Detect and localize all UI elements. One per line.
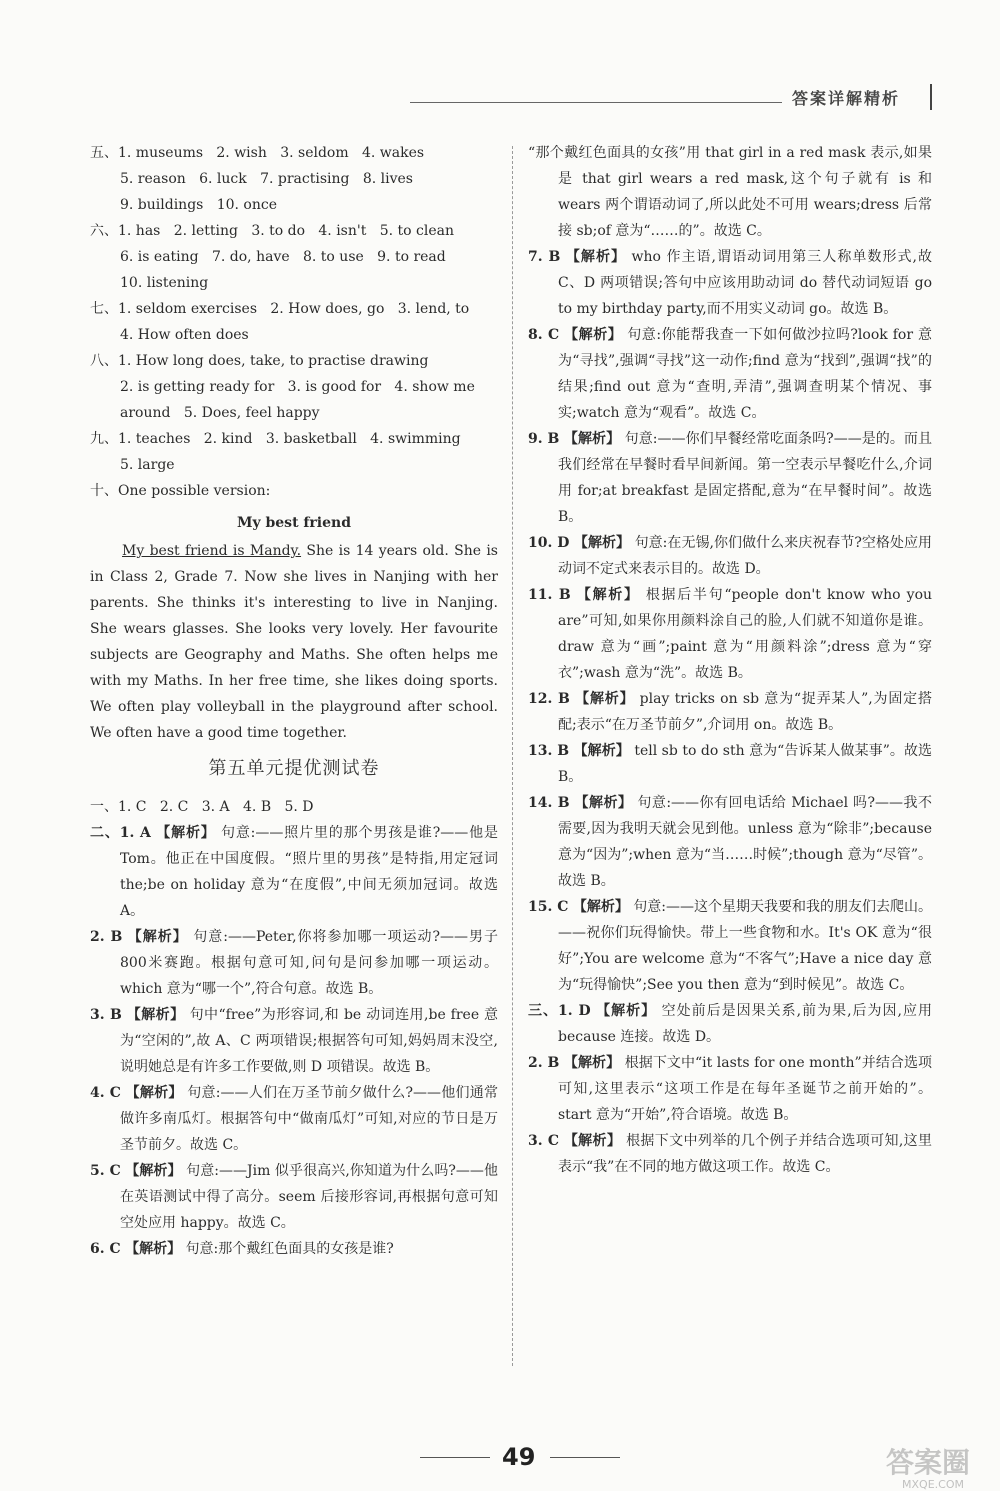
essay-title: My best friend xyxy=(236,515,352,531)
analysis-tag: 【解析】 xyxy=(156,825,216,841)
analysis-tag: 【解析】 xyxy=(563,1055,621,1071)
item-text: 句意:——你们早餐经常吃面条吗?——是的。而且我们经常在早餐时看早间新闻。第一空表示早餐吃什么,介词用 for;at breakfast 是固定搭配,意为“在早餐时间”。故选 B。 xyxy=(558,431,932,525)
item-number: 2. B xyxy=(528,1055,560,1071)
essay xyxy=(90,538,498,746)
footer-rule-left xyxy=(420,1457,490,1458)
item-number: 5. C xyxy=(90,1163,121,1179)
item-text: 句意:——人们在万圣节前夕做什么?——他们通常做许多南瓜灯。根据答句中“做南瓜灯”可知,对应的节日是万圣节前夕。故选 C。 xyxy=(120,1085,498,1153)
header-rule xyxy=(410,102,782,103)
item-text: 句意:——Jim 似乎很高兴,你知道为什么吗?——他在英语测试中得了高分。seem 后接形容词,再根据句意可知空处应用 happy。故选 C。 xyxy=(120,1163,499,1231)
item-text: who 作主语,谓语动词用第三人称单数形式,故 C、D 两项错误;答句中应该用助动词 do 替代动词短语 go to my birthday party,而不用实义动词 go。故选 B。 xyxy=(558,249,933,317)
explanation-item xyxy=(90,1080,498,1158)
item-text: 句意:那个戴红色面具的女孩是谁? xyxy=(185,1241,394,1257)
explanation-item xyxy=(528,244,932,322)
analysis-tag: 【解析】 xyxy=(563,431,621,447)
explanation-item xyxy=(528,582,932,686)
answer-line: 6. is eating 7. do, have 8. to use 9. to read xyxy=(120,249,446,265)
analysis-tag: 【解析】 xyxy=(125,1163,182,1179)
item-number: 3. C xyxy=(528,1133,559,1149)
item-text: 句意:——Peter,你将参加哪一项运动?——男子800米赛跑。根据句意可知,问句是问参加哪一项运动。which 意为“哪一个”,符合句意。故选 B。 xyxy=(120,929,499,997)
column-divider xyxy=(512,146,513,1366)
page-header xyxy=(410,84,940,114)
analysis-tag: 【解析】 xyxy=(573,535,631,551)
explanation-item xyxy=(528,738,932,790)
section-one-answers: 一、1. C 2. C 3. A 4. B 5. D xyxy=(90,799,314,815)
explanation-item xyxy=(90,1002,498,1080)
explanation-item xyxy=(90,924,498,1002)
item-number: 8. C xyxy=(528,327,560,343)
explanation-item xyxy=(528,1050,932,1128)
explanation-item xyxy=(528,998,932,1050)
answer-line: 4. How often does xyxy=(120,327,249,343)
watermark-url: MXQE.COM xyxy=(902,1478,964,1491)
item-number: 7. B xyxy=(528,249,561,265)
item-text: 句意:——你有回电话给 Michael 吗?——我不需要,因为我明天就会见到他。unless 意为“除非”;because 意为“因为”;when 意为“当……时候”;though 意为“尽管”。故选 B。 xyxy=(558,795,933,889)
header-bracket xyxy=(930,84,932,110)
analysis-tag: 【解析】 xyxy=(574,795,633,811)
explanation-item xyxy=(528,686,932,738)
answer-line: 十、One possible version: xyxy=(90,483,271,499)
item-number: 三、1. D xyxy=(528,1003,591,1019)
explanation-item xyxy=(528,140,932,244)
item-number: 13. B xyxy=(528,743,570,759)
explanation-item xyxy=(90,1236,498,1262)
item-text: play tricks on sb 意为“捉弄某人”,为固定搭配;表示“在万圣节前夕”,介词用 on。故选 B。 xyxy=(558,691,932,733)
explanation-item xyxy=(528,1128,932,1180)
analysis-tag: 【解析】 xyxy=(575,691,635,707)
right-column xyxy=(528,140,932,1180)
analysis-tag: 【解析】 xyxy=(125,1241,182,1257)
item-number: 14. B xyxy=(528,795,570,811)
watermark-logo: 答案圈 xyxy=(885,1446,970,1479)
explanation-item xyxy=(90,820,498,924)
answer-line: 九、1. teaches 2. kind 3. basketball 4. swimming xyxy=(90,431,461,447)
item-number: 二、1. A xyxy=(90,825,151,841)
analysis-tag: 【解析】 xyxy=(564,327,623,343)
item-number: 4. C xyxy=(90,1085,121,1101)
page-number: 49 xyxy=(502,1443,536,1471)
item-text: 根据下文中列举的几个例子并结合选项可知,这里表示“我”在不同的地方做这项工作。故选 C。 xyxy=(558,1133,933,1175)
answer-line: 八、1. How long does, take, to practise drawing xyxy=(90,353,429,369)
analysis-tag: 【解析】 xyxy=(573,743,630,759)
answer-line: 五、1. museums 2. wish 3. seldom 4. wakes xyxy=(90,145,425,161)
item-number: 2. B xyxy=(90,929,123,945)
explanation-item xyxy=(528,426,932,530)
answer-lines xyxy=(90,140,498,504)
explanation-item xyxy=(528,894,932,998)
answer-line: 5. reason 6. luck 7. practising 8. lives xyxy=(120,171,413,187)
answer-line: 2. is getting ready for 3. is good for 4. show me xyxy=(120,379,475,395)
unit-title: 第五单元提优测试卷 xyxy=(208,758,380,779)
item-text: 空处前后是因果关系,前为果,后为因,应用 because 连接。故选 D。 xyxy=(558,1003,933,1045)
answer-line: 七、1. seldom exercises 2. How does, go 3. lend, to xyxy=(90,301,470,317)
item-number: 9. B xyxy=(528,431,560,447)
item-text: 根据下文中“it lasts for one month”并结合选项可知,这里表示“这项工作是在每年圣诞节之前开始的”。start 意为“开始”,符合语境。故选 B。 xyxy=(558,1055,933,1123)
item-text: 句中“free”为形容词,和 be 动词连用,be free 意为“空闲的”,故 A、C 两项错误;根据答句可知,妈妈周末没空,说明她总是有许多工作要做,则 D 项错误。故选 B。 xyxy=(120,1007,499,1075)
answer-line: 9. buildings 10. once xyxy=(120,197,277,213)
answer-line: 10. listening xyxy=(120,275,209,291)
explanation-item xyxy=(528,322,932,426)
essay-body: She is 14 years old. She is in Class 2, Grade 7. Now she lives in Nanjing with her parents. She thinks it's interesting to live in Nanjing. She wears glasses. She looks very lovely. Her favourite subjects are Geography and Maths. She often helps me with my Maths. In her free time, she likes doing sports. We often play volleyball in the playground after school. We often have a good time together. xyxy=(90,543,498,741)
analysis-tag: 【解析】 xyxy=(127,929,188,945)
analysis-tag: 【解析】 xyxy=(126,1007,185,1023)
analysis-tag: 【解析】 xyxy=(596,1003,657,1019)
explanation-item xyxy=(528,790,932,894)
item-text: tell sb to do sth 意为“告诉某人做某事”。故选 B。 xyxy=(558,743,932,785)
essay-first-sentence: My best friend is Mandy. xyxy=(122,543,302,559)
item-text: 根据后半句“people don't know who you are”可知,如果你用颜料涂自己的脸,人们就不知道你是谁。draw 意为“画”;paint 意为“用颜料涂”;dress 意为“穿衣”;wash 意为“洗”。故选 B。 xyxy=(558,587,933,681)
item-number: 12. B xyxy=(528,691,570,707)
analysis-tag: 【解析】 xyxy=(125,1085,183,1101)
item-number: 3. B xyxy=(90,1007,122,1023)
answer-line: around 5. Does, feel happy xyxy=(120,405,320,421)
item-number: 6. C xyxy=(90,1241,121,1257)
item-number: 11. B xyxy=(528,587,571,603)
item-number: 10. D xyxy=(528,535,570,551)
left-column xyxy=(90,140,498,1262)
footer-rule-right xyxy=(550,1457,620,1458)
header-title: 答案详解精析 xyxy=(792,89,901,108)
answer-line: 5. large xyxy=(120,457,175,473)
left-explanations xyxy=(90,820,498,1262)
explanation-item xyxy=(90,1158,498,1236)
item-text: “那个戴红色面具的女孩”用 that girl in a red mask 表示,如果是 that girl wears a red mask,这个句子就有 is 和 wears 两个谓语动词了,所以此处不可用 wears;dress 后常接 sb;of 意为“……的”。故选 C。 xyxy=(528,145,932,239)
right-explanations xyxy=(528,140,932,1180)
page-footer xyxy=(420,1443,620,1473)
analysis-tag: 【解析】 xyxy=(576,587,640,603)
item-text: 句意:你能帮我查一下如何做沙拉吗?look for 意为“寻找”,强调“寻找”这一动作;find 意为“找到”,强调“找”的结果;find out 意为“查明,弄清”,强调查明某个情况、事实;watch 意为“观看”。故选 C。 xyxy=(558,327,933,421)
item-text: 句意:在无锡,你们做什么来庆祝春节?空格处应用动词不定式来表示目的。故选 D。 xyxy=(558,535,933,577)
item-text: 句意:——这个星期天我要和我的朋友们去爬山。——祝你们玩得愉快。带上一些食物和水。It's OK 意为“很好”;You are welcome 意为“不客气”;Have a nice day 意为“玩得愉快”;See you then 意为“到时候见”。故选 C。 xyxy=(558,899,932,993)
analysis-tag: 【解析】 xyxy=(572,899,629,915)
item-number: 15. C xyxy=(528,899,569,915)
explanation-item xyxy=(528,530,932,582)
answer-line: 六、1. has 2. letting 3. to do 4. isn't 5. to clean xyxy=(90,223,454,239)
item-text: 句意:——照片里的那个男孩是谁?——他是Tom。他正在中国度假。“照片里的男孩”是特指,用定冠词 the;be on holiday 意为“在度假”,中间无须加冠词。故选 A。 xyxy=(120,825,499,919)
analysis-tag: 【解析】 xyxy=(563,1133,622,1149)
analysis-tag: 【解析】 xyxy=(565,249,627,265)
